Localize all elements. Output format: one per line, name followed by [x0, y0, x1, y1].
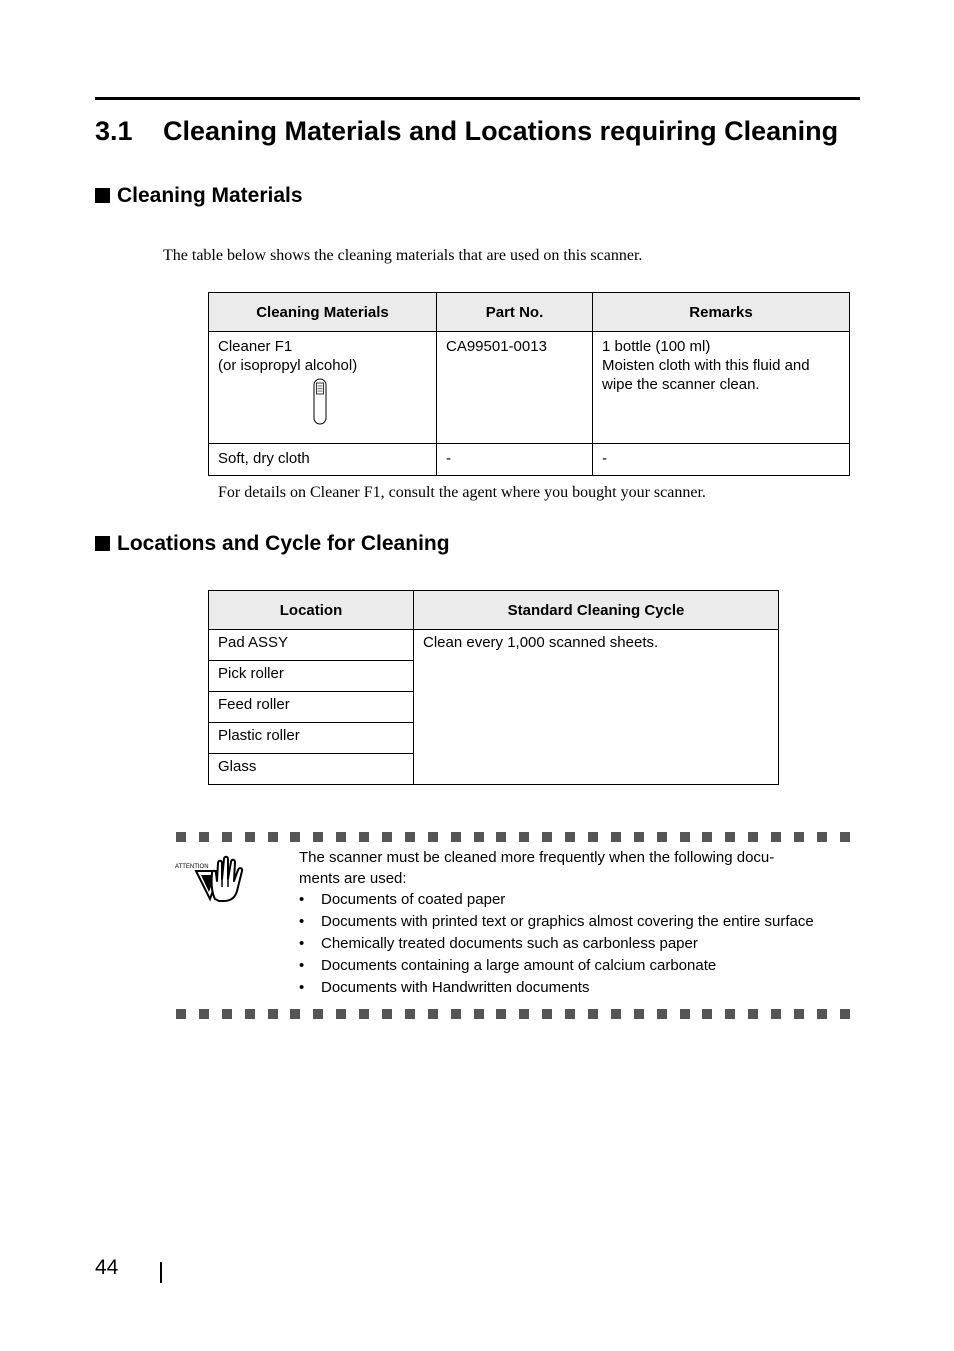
section-title-text: Cleaning Materials and Locations requiring Cleaning — [163, 116, 839, 146]
divider-dot — [588, 1009, 598, 1019]
divider-dot — [451, 832, 461, 842]
divider-dot — [771, 1009, 781, 1019]
square-bullet-icon — [95, 536, 110, 551]
divider-dot — [359, 1009, 369, 1019]
page-number-divider — [160, 1262, 162, 1283]
cleaning-materials-heading — [95, 184, 303, 208]
cleaner-footnote: For details on Cleaner F1, consult the agent where you bought your scanner. — [218, 484, 706, 501]
bullet-icon: • — [299, 979, 305, 996]
divider-dot — [496, 1009, 506, 1019]
attention-note — [299, 847, 855, 999]
divider-dot — [725, 832, 735, 842]
divider-dot — [542, 1009, 552, 1019]
divider-dot — [290, 1009, 300, 1019]
location-cell: Pad ASSY — [209, 630, 414, 661]
divider-dot — [222, 832, 232, 842]
material-cell: Soft, dry cloth — [209, 444, 437, 476]
top-rule — [95, 97, 860, 100]
location-cell: Plastic roller — [209, 723, 414, 754]
column-header-materials: Cleaning Materials — [209, 293, 437, 332]
divider-dot — [634, 832, 644, 842]
attention-list — [299, 889, 855, 999]
column-header-location: Location — [209, 591, 414, 630]
divider-dot — [702, 832, 712, 842]
divider-dot — [428, 832, 438, 842]
divider-dot — [657, 1009, 667, 1019]
divider-dot — [840, 1009, 850, 1019]
locations-heading — [95, 532, 450, 556]
divider-dot — [199, 1009, 209, 1019]
divider-dot — [771, 832, 781, 842]
part-no-cell: - — [437, 444, 593, 476]
column-header-remarks: Remarks — [593, 293, 850, 332]
divider-dot — [748, 1009, 758, 1019]
divider-dot — [657, 832, 667, 842]
location-cell: Glass — [209, 754, 414, 785]
table-row — [209, 630, 779, 661]
cleaning-materials-heading-text: Cleaning Materials — [117, 184, 303, 207]
remarks-cell: - — [593, 444, 850, 476]
bullet-icon: • — [299, 935, 305, 952]
divider-dot — [519, 832, 529, 842]
cleaning-materials-table — [208, 292, 850, 476]
list-item-text: Documents with printed text or graphics almost covering the entire surface — [321, 913, 814, 930]
divider-dot — [290, 832, 300, 842]
attention-icon-label: ATTENTION — [175, 864, 209, 870]
divider-dot — [634, 1009, 644, 1019]
attention-intro-line: ments are used: — [299, 870, 407, 887]
table-row — [209, 444, 850, 476]
list-item — [299, 889, 855, 911]
divider-dot — [680, 1009, 690, 1019]
list-item — [299, 933, 855, 955]
material-name: Cleaner F1 — [218, 338, 293, 355]
divider-dot — [313, 832, 323, 842]
divider-dot — [542, 832, 552, 842]
list-item-text: Documents containing a large amount of calcium carbonate — [321, 957, 717, 974]
divider-dot — [382, 1009, 392, 1019]
remarks-cell — [593, 332, 850, 444]
divider-dot — [313, 1009, 323, 1019]
location-cell: Feed roller — [209, 692, 414, 723]
attention-top-divider — [176, 832, 850, 842]
divider-dot — [336, 1009, 346, 1019]
divider-dot — [405, 1009, 415, 1019]
divider-dot — [359, 832, 369, 842]
divider-dot — [405, 832, 415, 842]
divider-dot — [817, 1009, 827, 1019]
divider-dot — [176, 1009, 186, 1019]
divider-dot — [268, 832, 278, 842]
section-number: 3.1 — [95, 116, 133, 146]
bullet-icon: • — [299, 913, 305, 930]
list-item-text: Documents with Handwritten documents — [321, 979, 590, 996]
bullet-icon: • — [299, 891, 305, 908]
column-header-cycle: Standard Cleaning Cycle — [414, 591, 779, 630]
attention-bottom-divider — [176, 1009, 850, 1019]
material-cell — [209, 332, 437, 444]
divider-dot — [725, 1009, 735, 1019]
divider-dot — [336, 832, 346, 842]
square-bullet-icon — [95, 188, 110, 203]
column-header-part-no: Part No. — [437, 293, 593, 332]
cycle-cell: Clean every 1,000 scanned sheets. — [414, 630, 779, 785]
divider-dot — [611, 832, 621, 842]
divider-dot — [817, 832, 827, 842]
divider-dot — [702, 1009, 712, 1019]
divider-dot — [611, 1009, 621, 1019]
divider-dot — [382, 832, 392, 842]
divider-dot — [748, 832, 758, 842]
divider-dot — [245, 1009, 255, 1019]
divider-dot — [428, 1009, 438, 1019]
divider-dot — [199, 832, 209, 842]
list-item — [299, 977, 855, 999]
locations-table — [208, 590, 779, 785]
section-title — [95, 116, 838, 147]
divider-dot — [245, 832, 255, 842]
location-cell: Pick roller — [209, 661, 414, 692]
attention-intro-line: The scanner must be cleaned more frequently when the following docu- — [299, 849, 775, 866]
divider-dot — [451, 1009, 461, 1019]
list-item — [299, 955, 855, 977]
list-item-text: Documents of coated paper — [321, 891, 506, 908]
cleaner-bottle-icon — [313, 378, 327, 425]
divider-dot — [268, 1009, 278, 1019]
divider-dot — [680, 832, 690, 842]
table-header-row — [209, 591, 779, 630]
table-row — [209, 332, 850, 444]
table-header-row — [209, 293, 850, 332]
divider-dot — [176, 832, 186, 842]
remarks-line: Moisten cloth with this fluid and — [602, 357, 810, 374]
divider-dot — [565, 832, 575, 842]
attention-hand-icon — [174, 853, 250, 905]
divider-dot — [474, 832, 484, 842]
divider-dot — [519, 1009, 529, 1019]
divider-dot — [794, 1009, 804, 1019]
divider-dot — [496, 832, 506, 842]
cleaning-materials-intro: The table below shows the cleaning materials that are used on this scanner. — [163, 247, 643, 264]
locations-heading-text: Locations and Cycle for Cleaning — [117, 532, 450, 555]
divider-dot — [565, 1009, 575, 1019]
divider-dot — [588, 832, 598, 842]
remarks-line: 1 bottle (100 ml) — [602, 338, 711, 355]
material-alt: (or isopropyl alcohol) — [218, 357, 358, 374]
part-no-cell: CA99501-0013 — [437, 332, 593, 444]
remarks-line: wipe the scanner clean. — [602, 376, 760, 393]
divider-dot — [794, 832, 804, 842]
divider-dot — [222, 1009, 232, 1019]
bullet-icon: • — [299, 957, 305, 974]
list-item — [299, 911, 855, 933]
divider-dot — [840, 832, 850, 842]
divider-dot — [474, 1009, 484, 1019]
page-number: 44 — [95, 1256, 119, 1279]
list-item-text: Chemically treated documents such as carbonless paper — [321, 935, 698, 952]
